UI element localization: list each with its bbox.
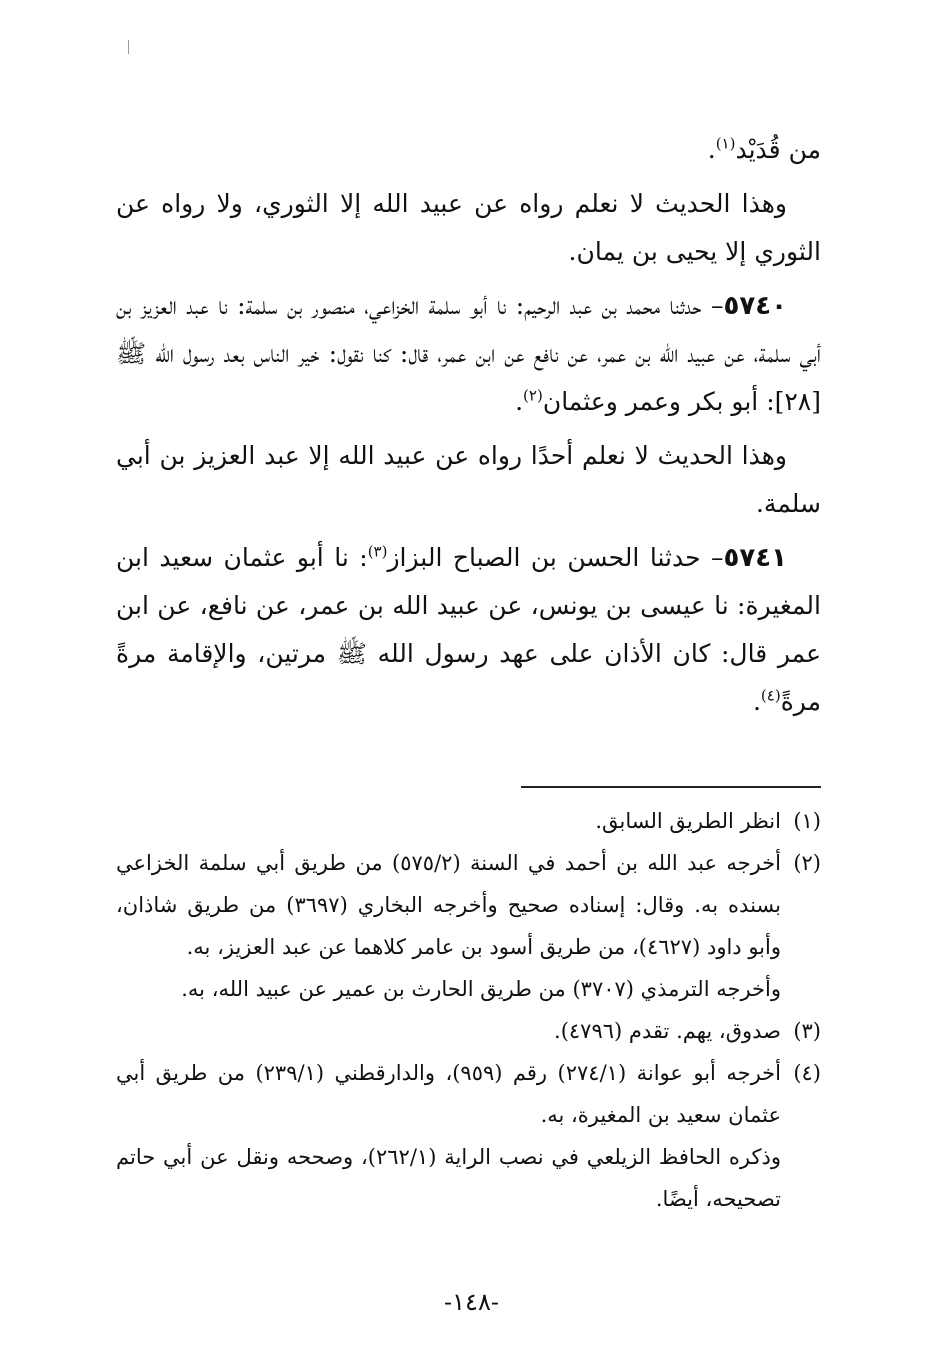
paragraph-4: وهذا الحديث لا نعلم أحدًا رواه عن عبيد الله إلا عبد العزيز بن أبي سلمة. (116, 441, 821, 518)
footnote-ref-1: (١) (715, 134, 736, 153)
footnote-2-continuation: وأخرجه الترمذي (٣٧٠٧) من طريق الحارث بن عمير عن عبيد الله، به. (181, 977, 781, 1001)
footnote-text: انظر الطريق السابق. (595, 809, 781, 833)
footnote-text: صدوق، يهم. تقدم (٤٧٩٦). (554, 1019, 781, 1043)
hadith-5740: ٥٧٤٠– حدثنا محمد بن عبد الرحيم: نا أبو سلمة الخزاعي، منصور بن سلمة: نا عبد العزيز بن أبي سلمة، عن عبيد الله بن عمر، عن نافع عن ابن عمر، قال: كنا نقول: خير الناس بعد رسول الله ﷺ [٢٨]: أبو بكر وعمر وعثمان$^{(٢)}$. (116, 291, 821, 416)
footnote-1 (116, 800, 821, 842)
hadith-5741: ٥٧٤١– حدثنا الحسن بن الصباح البزاز$^{(٣)}$: نا أبو عثمان سعيد ابن المغيرة: نا عيسى بن يونس، عن عبيد الله بن عمر، عن نافع، عن ابن عمر قال: كان الأذان على عهد رسول الله ﷺ مرتين، والإقامة مرةً مرةً$^{(٤)}$. (116, 542, 821, 716)
footnotes (116, 800, 821, 1220)
footnote-number: (٤) (793, 1061, 821, 1085)
hadith-number: ٥٧٤١ (723, 543, 787, 573)
footnote-3 (116, 1010, 821, 1052)
footnote-number: (٣) (793, 1019, 821, 1043)
main-text (116, 126, 821, 732)
footnote-text: أخرجه أبو عوانة (٢٧٤/١) رقم (٩٥٩)، والدارقطني (٢٣٩/١) من طريق أبي عثمان سعيد بن المغيرة، به. (116, 1061, 781, 1127)
footnote-ref-4: (٤) (760, 686, 781, 705)
footnote-text: أخرجه عبد الله بن أحمد في السنة (٥٧٥/٢) من طريق أبي سلمة الخزاعي بسنده به. وقال: إسناده صحيح وأخرجه البخاري (٣٦٩٧) من طريق شاذان، وأبو داود (٤٦٢٧)، من طريق أسود بن عامر كلاهما عن عبد العزيز، به. (116, 851, 781, 959)
footnote-4 (116, 1052, 821, 1136)
paragraph-1: من قُدَيْد$^{(١)}$. (707, 134, 821, 164)
page-number: -١٤٨- (444, 1288, 499, 1316)
footnote-separator (521, 786, 821, 788)
footnote-2 (116, 842, 821, 968)
scan-mark (128, 40, 129, 54)
paragraph-2: وهذا الحديث لا نعلم رواه عن عبيد الله إلا الثوري، ولا رواه عن الثوري إلا يحيى بن يمان. (116, 189, 821, 266)
footnote-4-continuation: وذكره الحافظ الزيلعي في نصب الراية (٢٦٢/١)، وصححه ونقل عن أبي حاتم تصحيحه، أيضًا. (116, 1145, 781, 1211)
footnote-number: (٢) (793, 851, 821, 875)
footnote-ref-2: (٢) (523, 386, 543, 405)
hadith-number: ٥٧٤٠ (723, 291, 787, 321)
footnote-number: (١) (793, 809, 821, 833)
footnote-ref-3: (٣) (367, 542, 388, 561)
